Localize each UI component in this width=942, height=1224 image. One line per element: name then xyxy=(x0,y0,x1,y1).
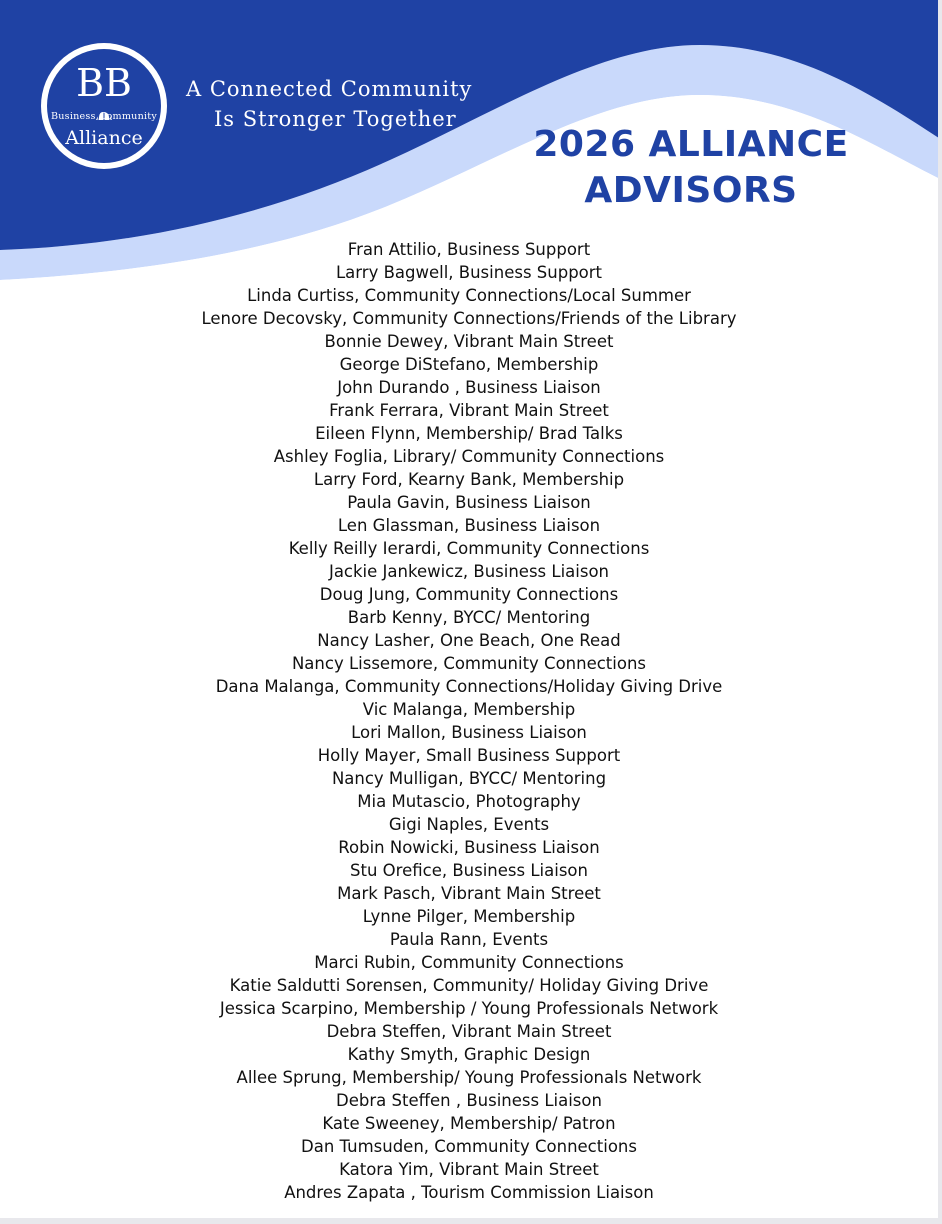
tagline-line-2: Is Stronger Together xyxy=(214,107,457,131)
advisor-entry: Jessica Scarpino, Membership / Young Professionals Network xyxy=(219,999,719,1018)
advisor-entry: Debra Steffen , Business Liaison xyxy=(336,1091,602,1110)
advisor-entry: Gigi Naples, Events xyxy=(388,815,550,834)
advisor-entry: Eileen Flynn, Membership/ Brad Talks xyxy=(315,424,623,443)
bb-alliance-logo xyxy=(38,40,170,172)
advisor-entry: George DiStefano, Membership xyxy=(339,355,599,374)
advisor-entry: Allee Sprung, Membership/ Young Professionals Network xyxy=(236,1068,702,1087)
advisor-entry: Kelly Reilly Ierardi, Community Connections xyxy=(288,539,650,558)
advisor-entry: Katora Yim, Vibrant Main Street xyxy=(339,1160,599,1179)
advisor-entry: Mia Mutascio, Photography xyxy=(357,792,581,811)
advisor-entry: Lenore Decovsky, Community Connections/Friends of the Library xyxy=(201,309,737,328)
page-title-line-2: ADVISORS xyxy=(584,170,798,211)
advisor-entry: Jackie Jankewicz, Business Liaison xyxy=(328,562,610,581)
page-title-line-1: 2026 ALLIANCE xyxy=(533,124,849,165)
advisor-entry: Len Glassman, Business Liaison xyxy=(337,516,601,535)
advisor-entry: Linda Curtiss, Community Connections/Local Summer xyxy=(247,286,691,305)
advisor-entry: Vic Malanga, Membership xyxy=(362,700,576,719)
logo-name: Alliance xyxy=(65,127,143,149)
advisor-entry: Mark Pasch, Vibrant Main Street xyxy=(337,884,601,903)
advisor-entry: Katie Saldutti Sorensen, Community/ Holiday Giving Drive xyxy=(229,976,709,995)
advisor-list xyxy=(0,238,938,1204)
advisor-entry: Lynne Pilger, Membership xyxy=(362,907,576,926)
logo-initials: BB xyxy=(76,61,132,105)
advisor-entry: Frank Ferrara, Vibrant Main Street xyxy=(329,401,609,420)
advisor-entry: Holly Mayer, Small Business Support xyxy=(317,746,621,765)
advisor-entry: Fran Attilio, Business Support xyxy=(347,240,591,259)
advisor-entry: Larry Ford, Kearny Bank, Membership xyxy=(313,470,625,489)
advisor-entry: Ashley Foglia, Library/ Community Connections xyxy=(273,447,665,466)
advisor-entry: Robin Nowicki, Business Liaison xyxy=(338,838,600,857)
page-edge-right xyxy=(938,0,942,1224)
advisor-entry: Barb Kenny, BYCC/ Mentoring xyxy=(347,608,591,627)
advisor-entry: Kathy Smyth, Graphic Design xyxy=(347,1045,591,1064)
page-edge-bottom xyxy=(0,1218,942,1224)
advisor-entry: Paula Gavin, Business Liaison xyxy=(347,493,591,512)
logo-subtitle: Business Community xyxy=(51,112,158,122)
advisor-entry: Bonnie Dewey, Vibrant Main Street xyxy=(324,332,614,351)
advisor-entry: Nancy Lissemore, Community Connections xyxy=(291,654,647,673)
advisor-entry: Andres Zapata , Tourism Commission Liaison xyxy=(284,1183,654,1202)
advisor-entry: Nancy Mulligan, BYCC/ Mentoring xyxy=(331,769,607,788)
advisor-entry: Dan Tumsuden, Community Connections xyxy=(301,1137,637,1156)
advisor-entry: Paula Rann, Events xyxy=(389,930,549,949)
advisor-entry: Debra Steffen, Vibrant Main Street xyxy=(326,1022,612,1041)
advisor-entry: Doug Jung, Community Connections xyxy=(319,585,619,604)
advisor-entry: Nancy Lasher, One Beach, One Read xyxy=(317,631,621,650)
tagline-line-1: A Connected Community xyxy=(186,77,473,101)
advisor-entry: Dana Malanga, Community Connections/Holiday Giving Drive xyxy=(215,677,723,696)
advisor-entry: Kate Sweeney, Membership/ Patron xyxy=(322,1114,616,1133)
advisor-entry: Stu Orefice, Business Liaison xyxy=(350,861,588,880)
advisor-entry: Lori Mallon, Business Liaison xyxy=(351,723,587,742)
advisor-entry: Larry Bagwell, Business Support xyxy=(335,263,603,282)
advisor-entry: John Durando , Business Liaison xyxy=(337,378,601,397)
advisor-entry: Marci Rubin, Community Connections xyxy=(314,953,624,972)
